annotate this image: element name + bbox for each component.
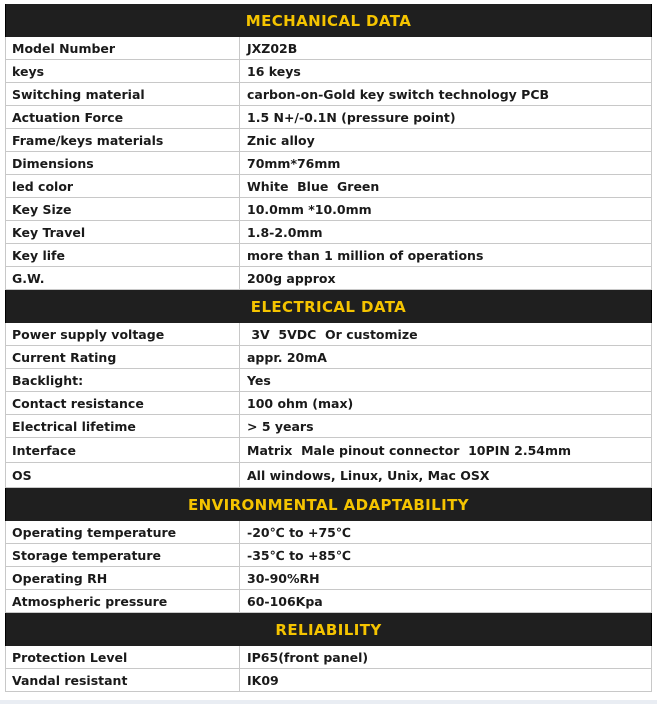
row-label: Key Size <box>6 198 240 220</box>
row-label: Switching material <box>6 83 240 105</box>
row-label: Frame/keys materials <box>6 129 240 151</box>
table-row <box>5 415 652 438</box>
row-label: keys <box>6 60 240 82</box>
table-row <box>5 60 652 83</box>
row-value: 10.0mm *10.0mm <box>247 201 372 217</box>
section-header-reliability: RELIABILITY <box>5 613 652 646</box>
row-label: Actuation Force <box>6 106 240 128</box>
section-header-environmental: ENVIRONMENTAL ADAPTABILITY <box>5 488 652 521</box>
table-row <box>5 463 652 488</box>
row-value: 3V 5VDC Or customize <box>247 326 418 342</box>
section-header-mechanical: MECHANICAL DATA <box>5 4 652 37</box>
row-value: -20℃ to +75℃ <box>247 524 351 540</box>
row-value: 1.8-2.0mm <box>247 224 323 240</box>
row-label: Protection Level <box>6 646 240 668</box>
row-label: Atmospheric pressure <box>6 590 240 612</box>
row-label: Electrical lifetime <box>6 415 240 437</box>
row-value: > 5 years <box>247 418 314 434</box>
bottom-divider <box>0 700 657 704</box>
table-row <box>5 198 652 221</box>
row-value: IP65(front panel) <box>247 649 369 665</box>
row-label: Power supply voltage <box>6 323 240 345</box>
row-label: Interface <box>6 438 240 462</box>
table-row <box>5 175 652 198</box>
row-value: Matrix Male pinout connector 10PIN 2.54mm <box>247 442 572 458</box>
table-row <box>5 521 652 544</box>
table-row <box>5 646 652 669</box>
row-value: JXZ02B <box>247 40 298 56</box>
row-value: appr. 20mA <box>247 349 327 365</box>
row-label: Operating RH <box>6 567 240 589</box>
table-row <box>5 567 652 590</box>
row-value: Yes <box>247 372 271 388</box>
row-label: Key life <box>6 244 240 266</box>
row-value: White Blue Green <box>247 178 380 194</box>
row-value: IK09 <box>247 672 279 688</box>
row-label: Dimensions <box>6 152 240 174</box>
row-value: 100 ohm (max) <box>247 395 354 411</box>
row-value: 16 keys <box>247 63 301 79</box>
row-label: Vandal resistant <box>6 669 240 691</box>
row-value: 70mm*76mm <box>247 155 341 171</box>
row-value: carbon-on-Gold key switch technology PCB <box>247 86 550 102</box>
row-label: OS <box>6 463 240 487</box>
row-label: Current Rating <box>6 346 240 368</box>
row-value: 60-106Kpa <box>247 593 323 609</box>
row-value: Znic alloy <box>247 132 315 148</box>
row-label: Contact resistance <box>6 392 240 414</box>
row-label: led color <box>6 175 240 197</box>
table-row <box>5 267 652 290</box>
row-label: Backlight: <box>6 369 240 391</box>
table-row <box>5 438 652 463</box>
table-row <box>5 83 652 106</box>
table-row <box>5 346 652 369</box>
row-label: G.W. <box>6 267 240 289</box>
table-row <box>5 392 652 415</box>
row-label: Storage temperature <box>6 544 240 566</box>
section-header-electrical: ELECTRICAL DATA <box>5 290 652 323</box>
row-label: Model Number <box>6 37 240 59</box>
row-value: 200g approx <box>247 270 336 286</box>
spec-sheet <box>5 4 652 692</box>
row-label: Key Travel <box>6 221 240 243</box>
table-row <box>5 323 652 346</box>
row-value: 1.5 N+/-0.1N (pressure point) <box>247 109 456 125</box>
table-row <box>5 37 652 60</box>
table-row <box>5 590 652 613</box>
row-value: -35℃ to +85℃ <box>247 547 351 563</box>
table-row <box>5 544 652 567</box>
table-row <box>5 152 652 175</box>
row-value: All windows, Linux, Unix, Mac OSX <box>247 467 490 483</box>
table-row <box>5 669 652 692</box>
table-row <box>5 369 652 392</box>
row-value: more than 1 million of operations <box>247 247 484 263</box>
row-value: 30-90%RH <box>247 570 320 586</box>
table-row <box>5 129 652 152</box>
table-row <box>5 244 652 267</box>
table-row <box>5 106 652 129</box>
table-row <box>5 221 652 244</box>
row-label: Operating temperature <box>6 521 240 543</box>
